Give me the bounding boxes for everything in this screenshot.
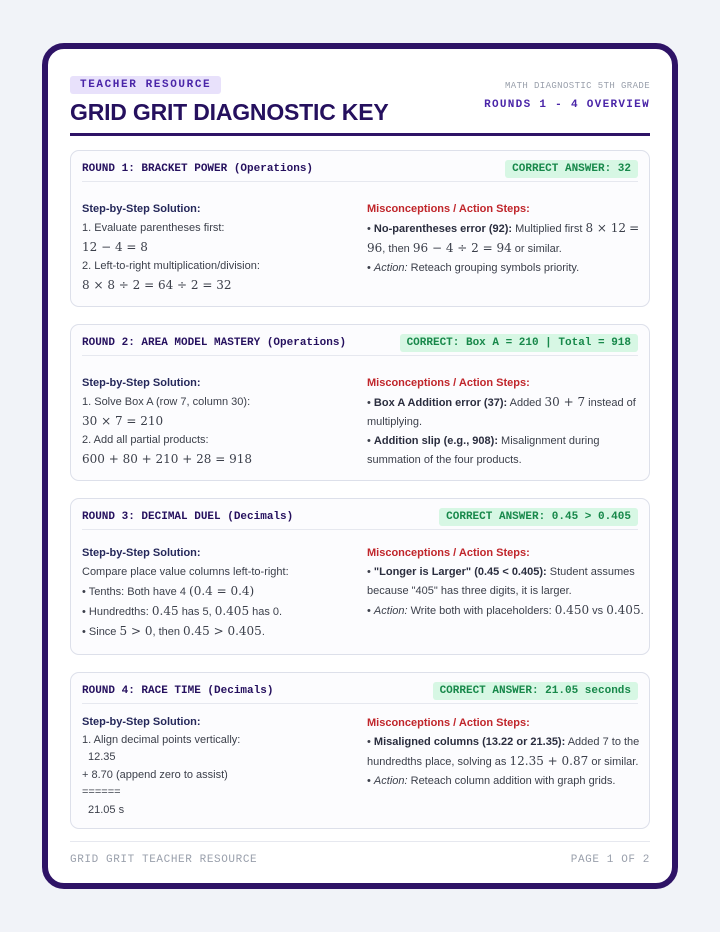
solution-bullet: • Hundredths: 0.45 has 5, 0.405 has 0.: [82, 604, 283, 618]
round-3-title: ROUND 3: DECIMAL DUEL (Decimals): [82, 511, 294, 523]
addition-line: 12.35: [88, 751, 116, 763]
solution-bullet: • Since 5 > 0, then 0.45 > 0.405.: [82, 624, 265, 638]
rounds-overview: ROUNDS 1 - 4 OVERVIEW: [484, 99, 650, 111]
round-2-header: [82, 334, 638, 356]
action-step: • Action: Write both with placeholders: 0.450 vs 0.405.: [367, 603, 644, 617]
solution-bullet: • Tenths: Both have 4 (0.4 = 0.4): [82, 584, 255, 598]
solution-heading: Step-by-Step Solution:: [82, 547, 201, 559]
solution-step: 1. Align decimal points vertically:: [82, 733, 241, 746]
addition-result: 21.05 s: [88, 803, 125, 816]
addition-line: + 8.70 (append zero to assist): [82, 768, 228, 781]
misconception-item: • Addition slip (e.g., 908): Misalignment during summation of the four products.: [367, 435, 600, 466]
round-3-card: [70, 498, 650, 655]
solution-heading: Step-by-Step Solution:: [82, 203, 201, 215]
solution-math: 8 × 8 ÷ 2 = 64 ÷ 2 = 32: [82, 278, 232, 292]
round-1-header: [82, 160, 638, 182]
solution-heading: Step-by-Step Solution:: [82, 716, 201, 728]
solution-heading: Step-by-Step Solution:: [82, 377, 201, 389]
round-3-misconceptions: [367, 544, 645, 621]
misconception-item: • No-parentheses error (92): Multiplied first 8 × 12 = 96, then 96 − 4 ÷ 2 = 94 or similar.: [367, 221, 640, 255]
misconception-item: • "Longer is Larger" (0.45 < 0.405): Student assumes because "405" has three digits, it is larger.: [367, 566, 635, 597]
round-3-solution: [82, 544, 352, 642]
action-step: • Action: Reteach grouping symbols priority.: [367, 262, 580, 274]
round-4-misconceptions: [367, 714, 645, 791]
solution-math: 600 + 80 + 210 + 28 = 918: [82, 452, 252, 466]
solution-step: 2. Add all partial products:: [82, 434, 209, 446]
round-4-header: [82, 682, 638, 704]
round-1-misconceptions: [367, 200, 645, 278]
page-number: PAGE 1 OF 2: [570, 854, 650, 866]
round-1-card: [70, 150, 650, 307]
round-2-answer-badge: CORRECT: Box A = 210 | Total = 918: [400, 334, 638, 352]
round-2-solution: [82, 374, 352, 469]
misconceptions-heading: Misconceptions / Action Steps:: [367, 547, 530, 559]
page-subtitle: MATH DIAGNOSTIC 5TH GRADE: [504, 81, 650, 91]
page-header: [70, 76, 650, 136]
round-2-title: ROUND 2: AREA MODEL MASTERY (Operations): [82, 337, 347, 349]
round-1-title: ROUND 1: BRACKET POWER (Operations): [82, 163, 314, 175]
round-3-header: [82, 508, 638, 530]
misconception-item: • Box A Addition error (37): Added 30 + 7 instead of multiplying.: [367, 395, 636, 428]
round-4-solution: [82, 714, 352, 819]
round-4-card: [70, 672, 650, 829]
page-frame: [42, 43, 678, 889]
action-step: • Action: Reteach column addition with graph grids.: [367, 775, 616, 787]
page-content: [70, 76, 650, 866]
solution-step: 1. Evaluate parentheses first:: [82, 222, 225, 234]
addition-rule: ======: [82, 786, 121, 798]
misconceptions-heading: Misconceptions / Action Steps:: [367, 377, 530, 389]
page-footer: [70, 841, 650, 871]
teacher-resource-badge: TEACHER RESOURCE: [70, 76, 221, 94]
misconceptions-heading: Misconceptions / Action Steps:: [367, 203, 530, 215]
misconception-item: • Misaligned columns (13.22 or 21.35): Added 7 to the hundredths place, solving as 12.35 + 0.87 or similar.: [367, 736, 640, 768]
page-title: GRID GRIT DIAGNOSTIC KEY: [70, 99, 389, 125]
round-1-answer-badge: CORRECT ANSWER: 32: [505, 160, 638, 178]
solution-step: Compare place value columns left-to-right:: [82, 566, 289, 578]
solution-step: 1. Solve Box A (row 7, column 30):: [82, 396, 251, 408]
round-4-answer-badge: CORRECT ANSWER: 21.05 seconds: [433, 682, 638, 700]
round-1-solution: [82, 200, 352, 295]
round-2-misconceptions: [367, 374, 645, 470]
solution-math: 12 − 4 = 8: [82, 240, 148, 254]
footer-left: GRID GRIT TEACHER RESOURCE: [70, 854, 258, 866]
misconceptions-heading: Misconceptions / Action Steps:: [367, 717, 530, 729]
round-2-card: [70, 324, 650, 481]
solution-step: 2. Left-to-right multiplication/division:: [82, 260, 260, 272]
round-4-title: ROUND 4: RACE TIME (Decimals): [82, 685, 274, 697]
round-3-answer-badge: CORRECT ANSWER: 0.45 > 0.405: [439, 508, 638, 526]
solution-math: 30 × 7 = 210: [82, 414, 164, 428]
